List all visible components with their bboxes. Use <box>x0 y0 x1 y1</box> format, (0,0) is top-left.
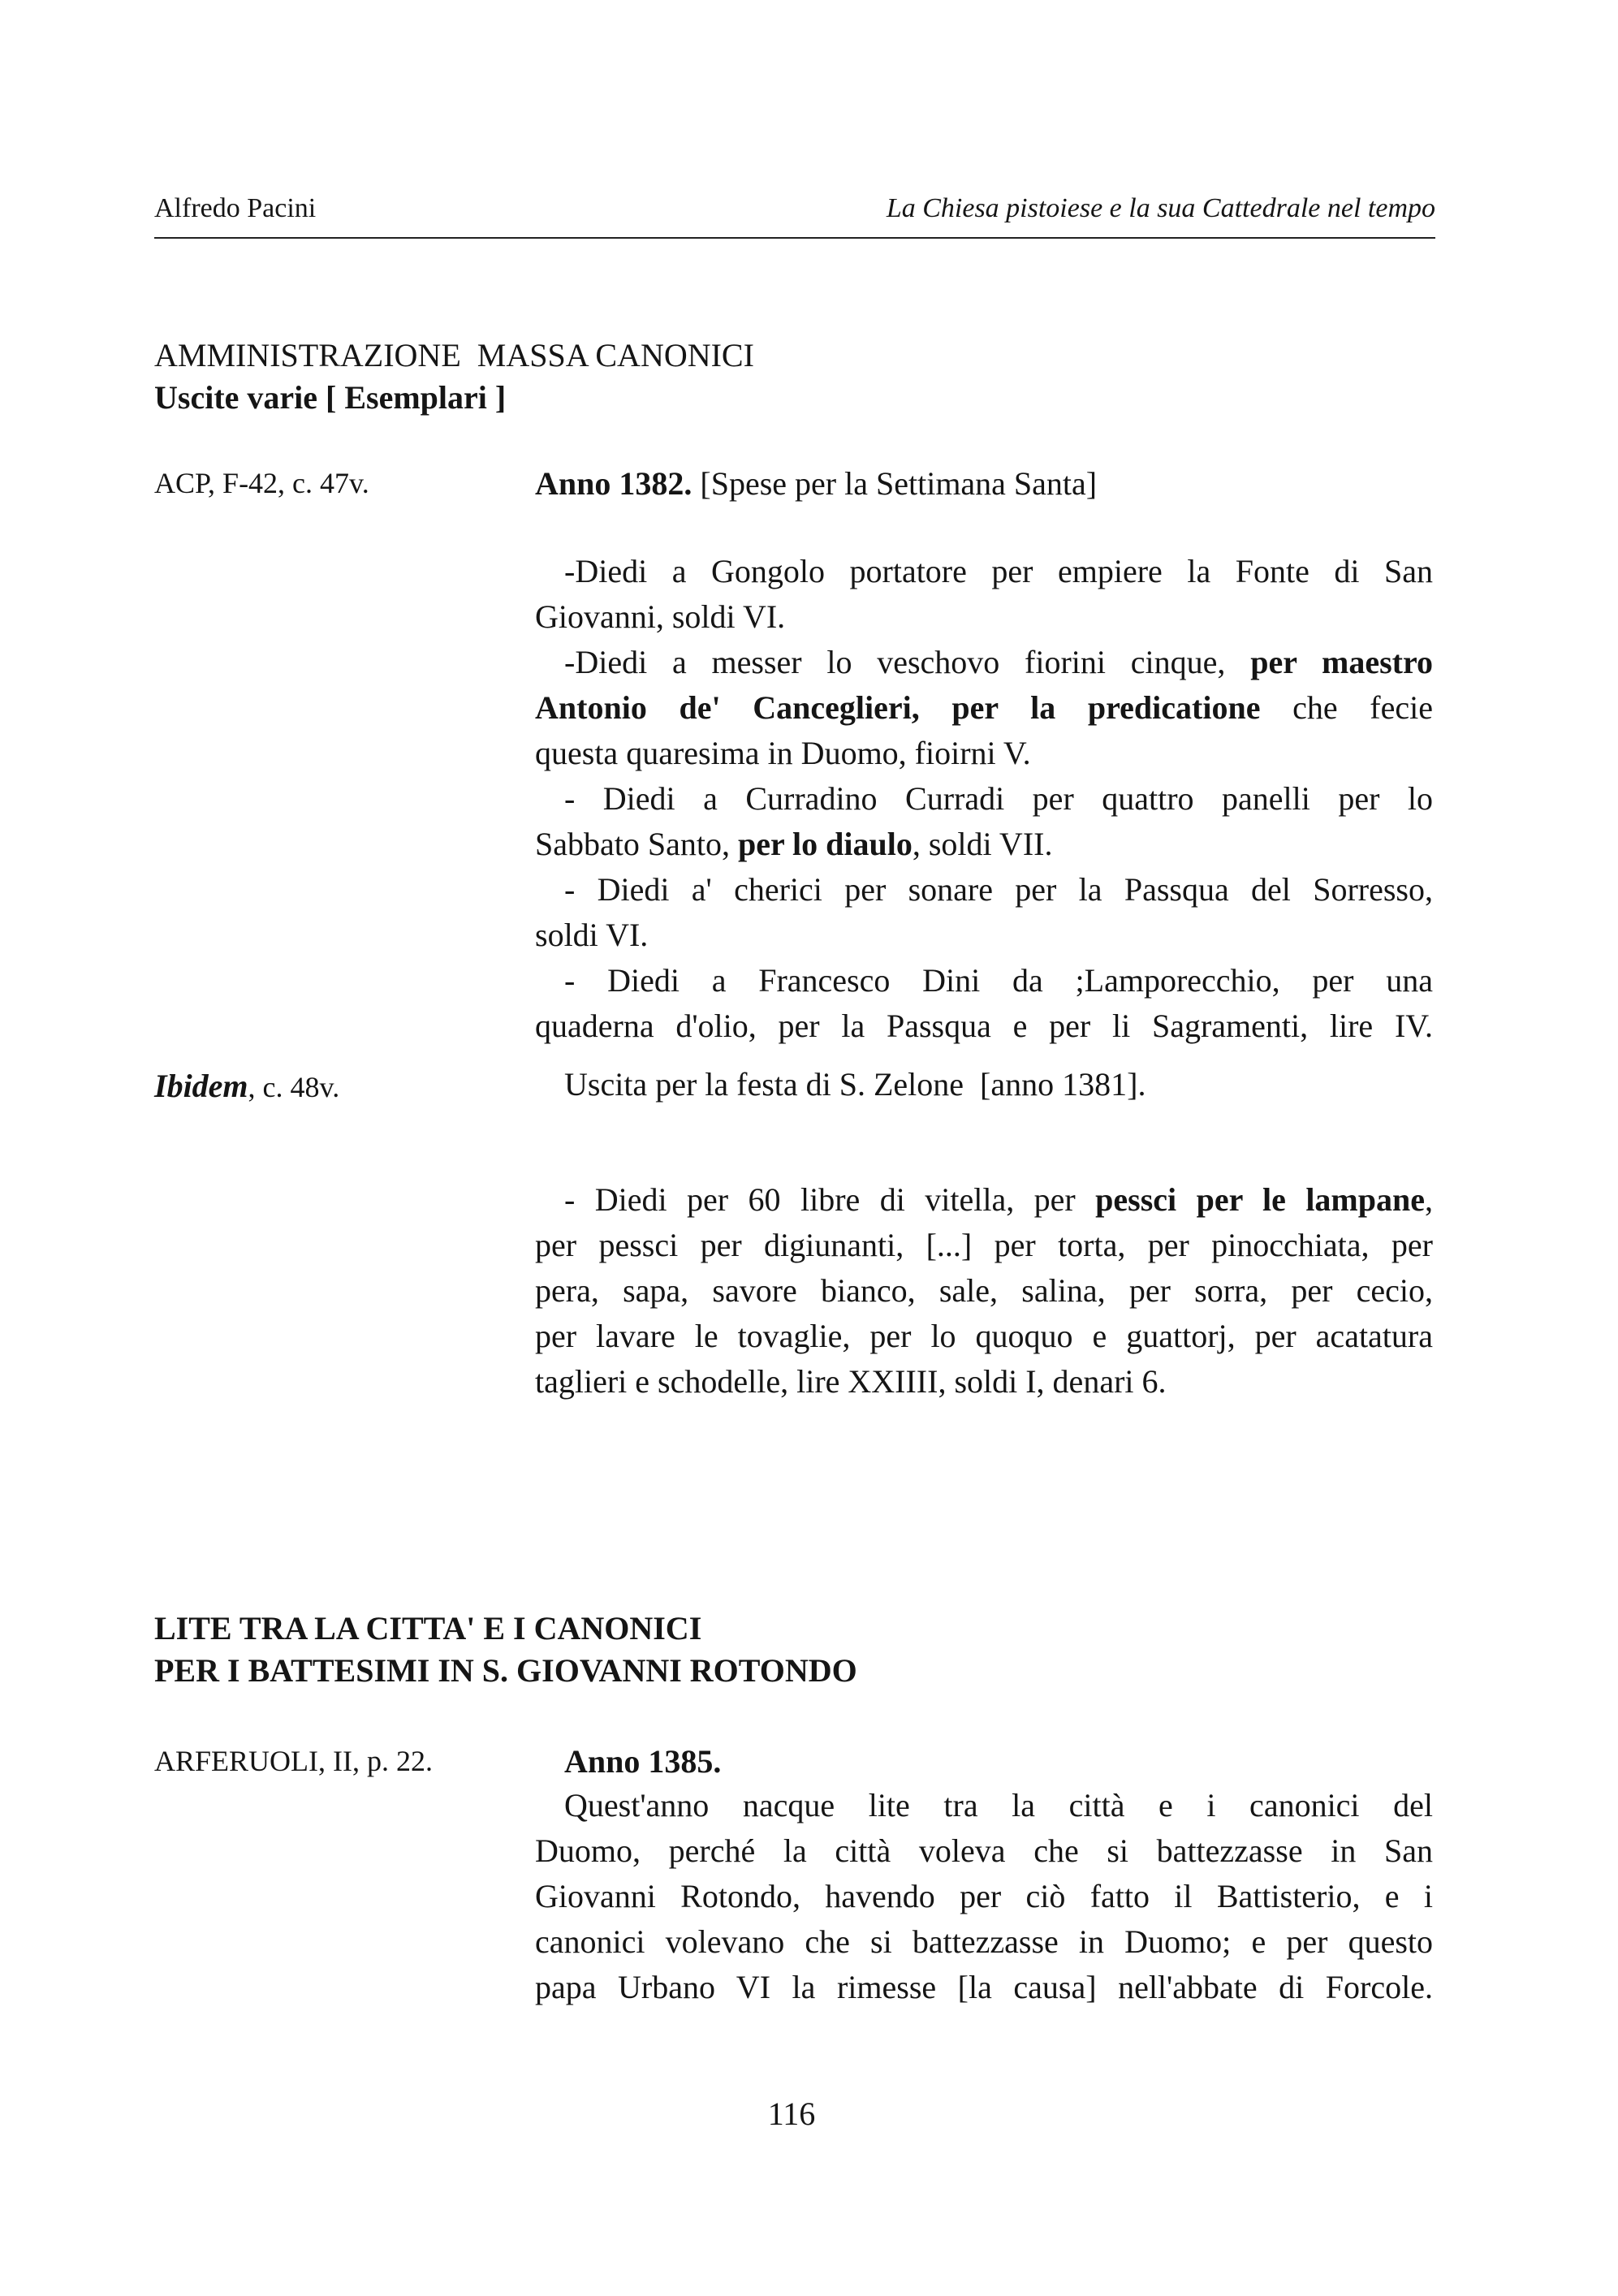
text-line <box>535 1003 1433 1049</box>
text-segment: quaderna d'olio, per la Passqua e per li Sagramenti, lire IV. <box>535 1008 1433 1044</box>
section2-title-line2: PER I BATTESIMI IN S. GIOVANNI ROTONDO <box>154 1652 857 1689</box>
text-segment: Giovanni Rotondo, havendo per ciò fatto il Battisterio, e i <box>535 1878 1433 1914</box>
entry1-title <box>535 461 1433 507</box>
text-line <box>535 731 1433 776</box>
entry1-year: Anno 1382. <box>535 465 693 502</box>
text-segment: canonici volevano che si battezzasse in Duomo; e per questo <box>535 1923 1433 1960</box>
text-line <box>535 1314 1433 1359</box>
entry2-ref-folio: , c. 48v. <box>248 1071 340 1103</box>
text-segment: papa Urbano VI la rimesse [la causa] nell'abbate di Forcole. <box>535 1969 1433 2005</box>
text-segment: per pessci per digiunanti, [...] per torta, per pinocchiata, per <box>535 1227 1433 1263</box>
entry1-reference: ACP, F-42, c. 47v. <box>154 467 369 499</box>
text-line <box>535 822 1433 867</box>
text-line <box>535 1268 1433 1314</box>
text-segment: che fecie <box>1260 689 1434 726</box>
text-segment: -Diedi a Gongolo portatore per empiere la Fonte di San <box>564 553 1433 589</box>
text-line <box>535 1223 1433 1268</box>
text-line <box>535 1919 1433 1965</box>
text-segment: , soldi VII. <box>912 826 1053 862</box>
text-segment: Duomo, perché la città voleva che si battezzasse in San <box>535 1832 1433 1869</box>
text-line <box>535 1783 1433 1828</box>
section2-heading <box>154 1608 857 1692</box>
text-line <box>535 549 1433 594</box>
text-segment: questa quaresima in Duomo, fioirni V. <box>535 735 1031 771</box>
text-segment: taglieri e schodelle, lire XXIIII, soldi I, denari 6. <box>535 1363 1167 1400</box>
section1-title: AMMINISTRAZIONE MASSA CANONICI <box>154 337 754 373</box>
page-number: 116 <box>767 2095 816 2132</box>
text-line <box>535 1359 1433 1405</box>
entry2-body <box>535 1177 1433 1405</box>
running-header-title: La Chiesa pistoiese e la sua Cattedrale nel tempo <box>886 193 1435 223</box>
text-line <box>535 958 1433 1003</box>
entry2-title: Uscita per la festa di S. Zelone [anno 1381]. <box>564 1066 1146 1103</box>
entry1-subject: [Spese per la Settimana Santa] <box>692 465 1098 502</box>
bold-segment: Antonio de' Canceglieri, per la predicatione <box>535 689 1261 726</box>
text-segment: Quest'anno nacque lite tra la città e i canonici del <box>564 1787 1433 1823</box>
text-segment: - Diedi a Francesco Dini da ;Lamporecchio, per una <box>564 962 1433 999</box>
entry2-reference <box>154 1067 339 1105</box>
text-line <box>535 867 1433 913</box>
text-segment: Sabbato Santo, <box>535 826 738 862</box>
entry2-ref-ibidem: Ibidem <box>154 1068 248 1104</box>
text-line <box>535 1177 1433 1223</box>
text-line <box>535 594 1433 640</box>
text-segment: -Diedi a messer lo veschovo fiorini cinque, <box>564 644 1251 680</box>
entry3-year: Anno 1385. <box>564 1743 722 1780</box>
text-line <box>535 1828 1433 1874</box>
header-rule <box>154 237 1435 239</box>
text-segment: - Diedi a' cherici per sonare per la Passqua del Sorresso, <box>564 871 1433 908</box>
bold-segment: per lo diaulo <box>737 826 913 862</box>
text-line <box>535 640 1433 685</box>
text-line <box>535 1874 1433 1919</box>
section2-title-line1: LITE TRA LA CITTA' E I CANONICI <box>154 1610 702 1646</box>
text-line <box>535 776 1433 822</box>
text-segment: , <box>1425 1181 1434 1218</box>
text-segment: per lavare le tovaglie, per lo quoquo e guattorj, per acatatura <box>535 1318 1433 1354</box>
text-segment: Giovanni, soldi VI. <box>535 598 786 635</box>
bold-segment: pessci per le lampane <box>1095 1181 1426 1218</box>
bold-segment: per maestro <box>1250 644 1433 680</box>
running-header-author: Alfredo Pacini <box>154 193 317 223</box>
section1-subtitle: Uscite varie [ Esemplari ] <box>154 379 507 416</box>
section1-heading <box>154 334 754 419</box>
text-segment: - Diedi per 60 libre di vitella, per <box>564 1181 1096 1218</box>
text-line <box>535 1965 1433 2010</box>
text-line <box>535 913 1433 958</box>
text-line <box>535 685 1433 731</box>
text-segment: soldi VI. <box>535 917 649 953</box>
entry3-body <box>535 1783 1433 2010</box>
entry1-body <box>535 549 1433 1049</box>
text-segment: pera, sapa, savore bianco, sale, salina, per sorra, per cecio, <box>535 1272 1433 1309</box>
text-segment: - Diedi a Curradino Curradi per quattro panelli per lo <box>564 780 1433 817</box>
entry3-reference: ARFERUOLI, II, p. 22. <box>154 1745 433 1777</box>
